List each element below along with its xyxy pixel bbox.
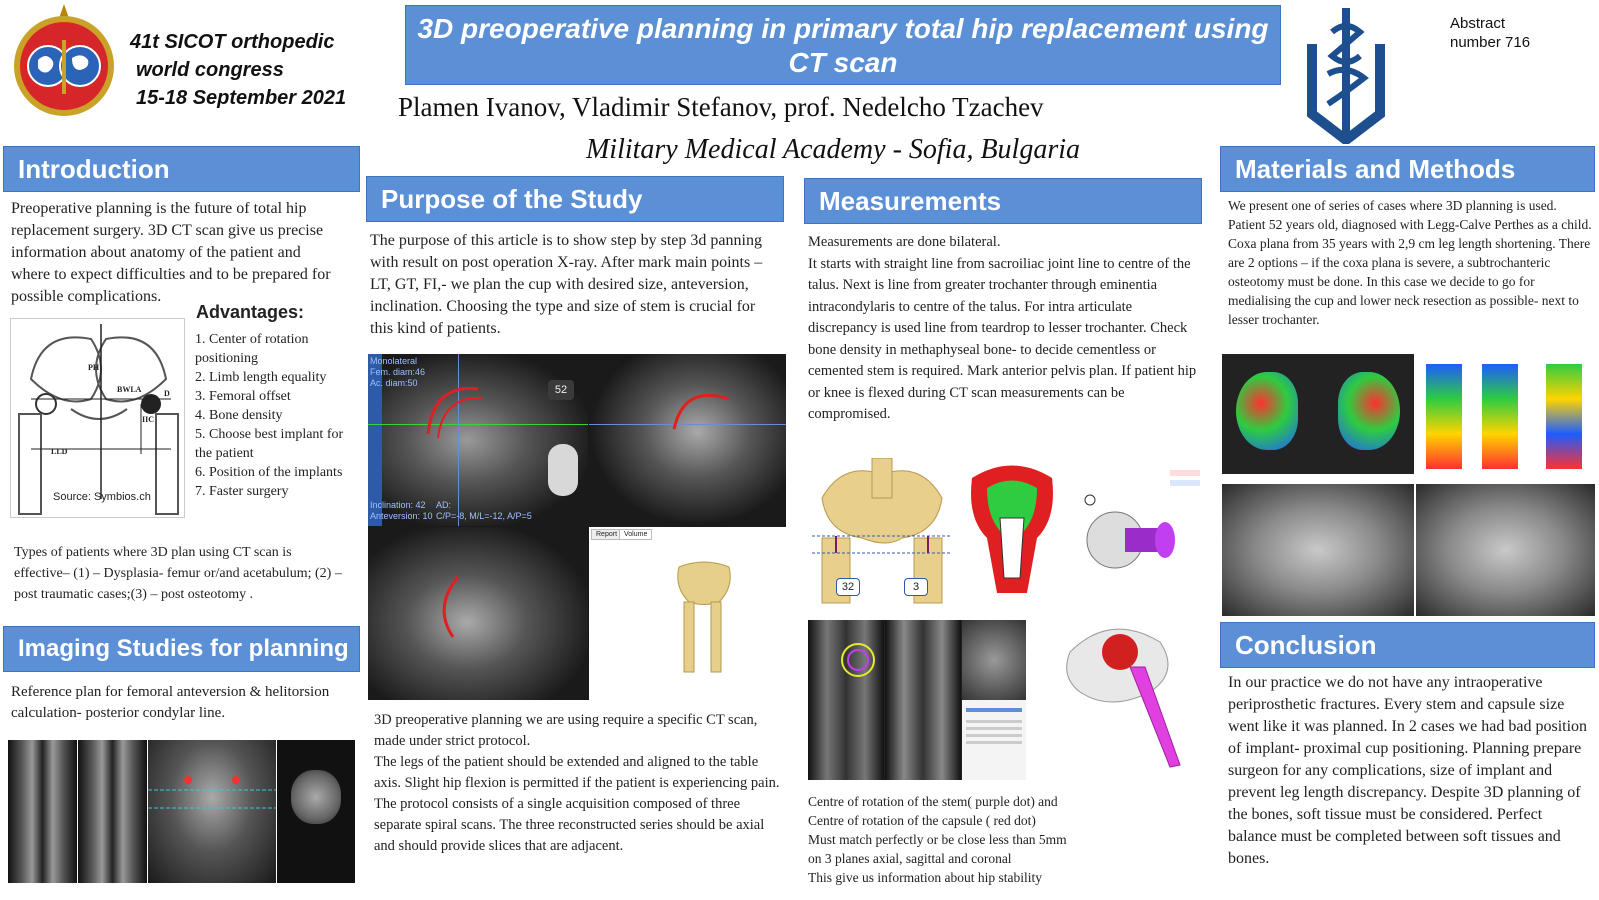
caption-line-5: This give us information about hip stability bbox=[808, 870, 1042, 885]
purpose-text: The purpose of this article is to show step by step 3d panning with result on post operation X-ray. After mark main points – LT, GT, FI,- we plan the cup with desired size, anteversion, inclination. Choosing the type and size of stem is crucial for this kind of patients. bbox=[370, 232, 763, 337]
advantage-item: 5. Choose best implant for the patient bbox=[195, 427, 344, 461]
abstract-value: number 716 bbox=[1450, 34, 1531, 51]
authors: Plamen Ivanov, Vladimir Stefanov, prof. Nedelcho Tzachev bbox=[398, 92, 1044, 122]
imaging-leg-xray-1 bbox=[8, 740, 77, 883]
advantage-item: 1. Center of rotation positioning bbox=[195, 332, 309, 366]
introduction-text: Preoperative planning is the future of total hip replacement surgery. 3D CT scan give us precise information about anatomy of the patient and where to expect difficulties and to be prepared for possible complications. bbox=[11, 200, 331, 305]
patient-types-text: Types of patients where 3D plan using CT scan is effective– (1) – Dysplasia- femur or/and acetabulum; (2) – post traumatic cases;(3) – post osteotomy . bbox=[14, 545, 342, 602]
xray-postop-pelvis bbox=[1416, 484, 1595, 616]
ct-coronal-view bbox=[368, 354, 588, 526]
advantages-heading: Advantages: bbox=[196, 302, 305, 322]
ct-overlay-inclination: Inclination: 42 bbox=[370, 500, 426, 510]
advantage-item: 6. Position of the implants bbox=[195, 465, 343, 480]
imaging-heading: Imaging Studies for planning bbox=[3, 626, 360, 672]
conclusion-text: In our practice we do not have any intraoperative periprosthetic fractures. Every stem and capsule size went like it was planned. In 2 cases we had bad position of implant- proximal cup positioning. Planning prepare surgeon for any complications, size of implant and prevent leg length discrepancy. Despite 3D planning of the bones, soft tissue must be considered. Perfect balance must be completed between soft tissues and bones. bbox=[1228, 674, 1588, 867]
abstract-label: Abstract bbox=[1450, 15, 1506, 32]
protocol-paragraph-2: The legs of the patient should be extended and aligned to the table axis. Slight hip flexion is permitted if the patient is experiencing pain. bbox=[374, 754, 780, 791]
methods-text: We present one of series of cases where 3D planning is used. Patient 52 years old, diagnosed with Legg-Calve Perthes as a child. Coxa plana from 35 years with 2,9 cm leg length shortening. There are 2 options – if the coxa plana is severe, a subtrochanteric osteotomy must be done. In this case we decide to go for medialising the cup and lower neck resection as possible- next to lesser trochanter. bbox=[1228, 198, 1592, 327]
advantage-item: 2. Limb length equality bbox=[195, 370, 327, 385]
congress-line-3: 15-18 September 2021 bbox=[136, 87, 347, 109]
diagram-source: Source: Symbios.ch bbox=[53, 491, 151, 503]
academy-logo bbox=[1304, 4, 1388, 144]
abstract-number bbox=[1450, 14, 1530, 52]
poster-title: 3D preoperative planning in primary total hip replacement using CT scan bbox=[405, 5, 1281, 85]
imaging-text: Reference plan for femoral anteversion & helitorsion calculation- posterior condylar line. bbox=[11, 684, 330, 721]
ct-stem-planning-view bbox=[808, 620, 1026, 780]
ct-overlay-offsets: C/P=-8, M/L=-12, A/P=5 bbox=[436, 511, 532, 521]
diagram-label-lld: LLD bbox=[51, 447, 68, 456]
methods-heading: Materials and Methods bbox=[1220, 146, 1595, 192]
ct-axial-view bbox=[589, 354, 786, 526]
ct-planning-panel bbox=[368, 354, 786, 700]
introduction-heading: Introduction bbox=[3, 146, 360, 192]
measurement-value-right: 3 bbox=[904, 578, 928, 596]
diagram-label-bwla: BWLA bbox=[117, 385, 142, 394]
measurements-caption bbox=[808, 792, 1188, 887]
advantage-item: 4. Bone density bbox=[195, 408, 283, 423]
hip-implant-3d bbox=[1060, 612, 1200, 782]
diagram-label-ph: PH bbox=[88, 363, 100, 372]
xray-preop-pelvis bbox=[1222, 484, 1414, 616]
ct-overlay-anteversion: Anteversion: 10 bbox=[370, 511, 433, 521]
measurement-value-left: 32 bbox=[836, 578, 860, 596]
caption-line-2: Centre of rotation of the capsule ( red dot) bbox=[808, 813, 1036, 828]
ct-sagittal-view bbox=[368, 527, 588, 700]
volume-render-view bbox=[589, 527, 786, 700]
implant-cup-3d bbox=[1070, 470, 1200, 610]
measurements-text bbox=[808, 232, 1198, 426]
sicot-logo bbox=[8, 2, 120, 122]
pelvis-diagram bbox=[10, 318, 185, 518]
caption-line-1: Centre of rotation of the stem( purple dot) and bbox=[808, 794, 1058, 809]
protocol-text bbox=[374, 710, 784, 857]
protocol-paragraph-3: The protocol consists of a single acquisition composed of three separate spiral scans. The three reconstructed series should be axial and should provide slices that are adjacent. bbox=[374, 796, 765, 854]
diagram-label-iic: IIC bbox=[142, 415, 155, 424]
caption-line-4: on 3 planes axial, sagittal and coronal bbox=[808, 851, 1012, 866]
congress-info bbox=[130, 28, 346, 112]
ct-overlay-ad: AD: bbox=[436, 500, 452, 510]
density-map-pelvis bbox=[1222, 354, 1414, 474]
bone-density-map bbox=[962, 458, 1062, 598]
advantage-item: 7. Faster surgery bbox=[195, 484, 289, 499]
diagram-label-d: D bbox=[164, 389, 170, 398]
ct-overlay-mode: Monolateral bbox=[370, 356, 418, 366]
advantages-list bbox=[190, 330, 350, 501]
ct-overlay-femoral: Fem. diam:46 bbox=[370, 367, 426, 377]
protocol-paragraph-1: 3D preoperative planning we are using require a specific CT scan, made under strict protocol. bbox=[374, 712, 758, 749]
congress-line-1: 41t SICOT orthopedic bbox=[130, 31, 335, 53]
measurements-paragraph-2: It starts with straight line from sacroiliac joint line to centre of the talus. Next is line from greater trochanter through eminentia intracondylaris to centre of the talus. For intra articulate discrepancy is used line from teardrop to lesser trochanter. Check bone density in methaphyseal bone- to decide cementless or cemented stem is required. Mark anterior pelvis plan. If patient hip or knee is flexed during CT scan measurements can be compromised. bbox=[808, 255, 1197, 422]
purpose-heading: Purpose of the Study bbox=[366, 176, 784, 222]
caption-line-3: Must match perfectly or be close less than 5mm bbox=[808, 832, 1067, 847]
imaging-pelvis-ct bbox=[148, 740, 276, 883]
conclusion-heading: Conclusion bbox=[1220, 622, 1595, 668]
advantage-item: 3. Femoral offset bbox=[195, 389, 291, 404]
ct-overlay-acetabular: Ac. diam:50 bbox=[370, 378, 418, 388]
measurements-heading: Measurements bbox=[804, 178, 1202, 224]
congress-line-2: world congress bbox=[136, 59, 284, 81]
tab-report[interactable]: Report bbox=[591, 529, 622, 540]
pelvis-3d-model bbox=[812, 458, 952, 608]
navigation-pad-icon[interactable] bbox=[548, 444, 578, 496]
density-map-femurs bbox=[1416, 354, 1595, 474]
affiliation: Military Medical Academy - Sofia, Bulgaria bbox=[585, 134, 1081, 165]
measurements-paragraph-1: Measurements are done bilateral. bbox=[808, 234, 1001, 250]
ct-slice-badge: 52 bbox=[548, 380, 574, 400]
imaging-knee-ct bbox=[277, 740, 355, 883]
imaging-leg-xray-2 bbox=[78, 740, 147, 883]
tab-volume[interactable]: Volume bbox=[619, 529, 652, 540]
